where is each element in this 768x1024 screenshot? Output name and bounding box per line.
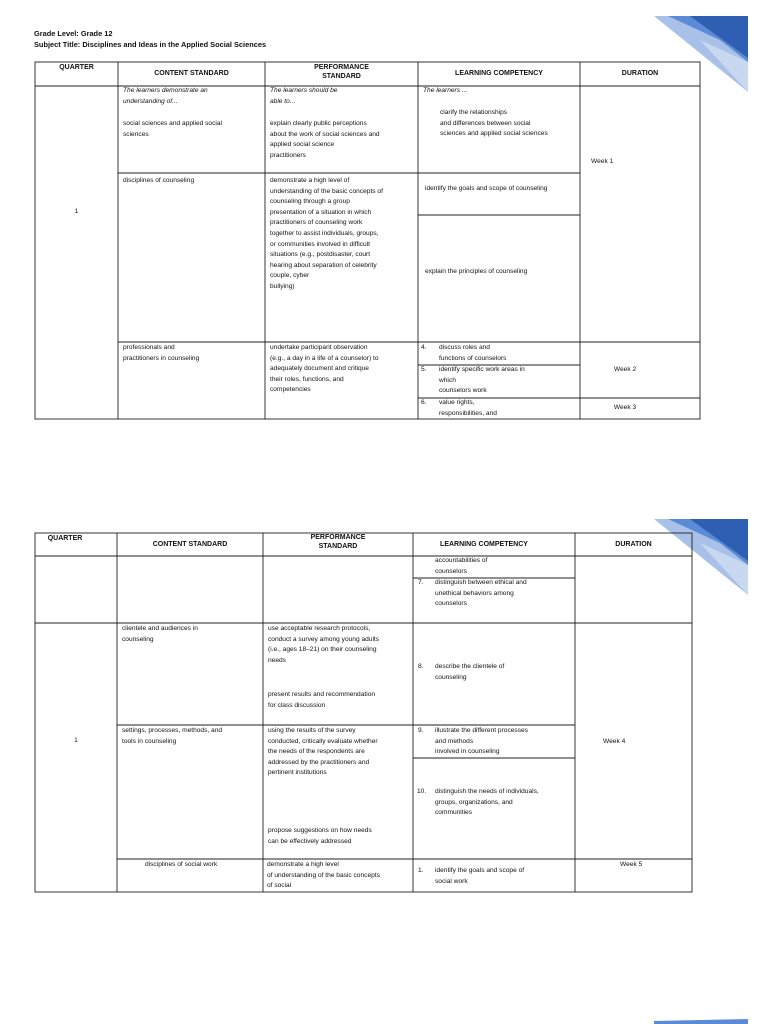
duration-week-4: Week 4 bbox=[603, 738, 626, 745]
header-duration: DURATION bbox=[621, 70, 659, 77]
content-intro: The learners demonstrate an understanding of... bbox=[123, 87, 208, 105]
competency-1-number: 1. bbox=[418, 867, 424, 874]
content-settings: settings, processes, methods, and tools in counseling bbox=[122, 727, 223, 745]
competency-6-continued: accountabilities of counselors bbox=[435, 557, 488, 575]
grade-level: Grade Level: Grade 12 bbox=[34, 29, 113, 38]
performance-social-work: demonstrate a high level of understanding of the basic concepts of social bbox=[267, 861, 380, 890]
competency-7: distinguish between ethical and unethical behaviors among counselors bbox=[435, 579, 527, 608]
competency-10-number: 10. bbox=[417, 788, 427, 795]
content-social-sciences: social sciences and applied social sciences bbox=[123, 120, 222, 138]
competency-1: identify the goals and scope of social work bbox=[435, 867, 525, 885]
duration-week-1: Week 1 bbox=[591, 158, 614, 165]
performance-present-results: present results and recommendation for class discussion bbox=[268, 691, 376, 709]
competency-intro: The learners ... bbox=[423, 87, 468, 94]
header-performance-standard-2: PERFORMANCE STANDARD bbox=[310, 534, 366, 550]
header-duration-2: DURATION bbox=[615, 541, 652, 548]
header-content-standard: CONTENT STANDARD bbox=[154, 70, 229, 77]
quarter-value-2: 1 bbox=[74, 737, 78, 744]
competency-9-number: 9. bbox=[418, 727, 424, 734]
performance-research-protocols: use acceptable research protocols, conduct a survey among young adults (i.e., ages 18–21) on their counseling needs bbox=[268, 625, 380, 664]
competency-5-number: 5. bbox=[421, 366, 427, 373]
quarter-value: 1 bbox=[74, 208, 79, 215]
performance-observation: undertake participant observation (e.g., a day in a life of a counselor) to adequately document and critique their roles, functions, and competencies bbox=[270, 344, 379, 394]
competency-7-number: 7. bbox=[418, 579, 424, 586]
competency-4-number: 4. bbox=[421, 344, 427, 351]
competency-5: identify specific work areas in which counselors work bbox=[439, 366, 525, 395]
content-professionals: professionals and practitioners in counseling bbox=[123, 344, 200, 362]
competency-identify-goals: identify the goals and scope of counseling bbox=[425, 185, 548, 192]
content-disciplines-social-work: disciplines of social work bbox=[145, 861, 218, 868]
competency-4: discuss roles and functions of counselors bbox=[439, 344, 507, 362]
header-quarter-2: QUARTER bbox=[47, 535, 83, 542]
competency-6: value rights, responsibilities, and bbox=[439, 399, 497, 417]
duration-week-5: Week 5 bbox=[620, 861, 643, 868]
content-clientele: clientele and audiences in counseling bbox=[122, 625, 198, 643]
competency-8: describe the clientele of counseling bbox=[435, 663, 505, 681]
duration-week-2: Week 2 bbox=[613, 366, 637, 373]
competency-10: distinguish the needs of individuals, groups, organizations, and communities bbox=[435, 788, 539, 817]
performance-demonstrate: demonstrate a high level of understanding of the basic concepts of counseling through a group presentation of a situation in which practitioners of counseling work together to assist individuals, groups, or communities involved in difficult situations (e.g., postdisaster, court hearing about separation of celebrity couple, cyber bullying) bbox=[270, 177, 383, 290]
performance-explain: explain clearly public perceptions about the work of social sciences and applied social science practitioners bbox=[270, 120, 380, 159]
competency-8-number: 8. bbox=[418, 663, 424, 670]
content-disciplines-counseling: disciplines of counseling bbox=[123, 177, 195, 184]
competency-clarify: clarify the relationships and differences between social sciences and applied social sciences bbox=[440, 109, 548, 138]
subject-title: Subject Title: Disciplines and Ideas in the Applied Social Sciences bbox=[34, 40, 267, 49]
header-learning-competency-2: LEARNING COMPETENCY bbox=[440, 541, 528, 548]
competency-principles: explain the principles of counseling bbox=[425, 268, 528, 275]
performance-intro: The learners should be able to... bbox=[270, 87, 338, 105]
header-content-standard-2: CONTENT STANDARD bbox=[152, 541, 228, 548]
performance-propose: propose suggestions on how needs can be effectively addressed bbox=[268, 827, 372, 845]
header-performance-standard: PERFORMANCE STANDARD bbox=[314, 64, 369, 80]
header-quarter: QUARTER bbox=[59, 64, 94, 71]
header-learning-competency: LEARNING COMPETENCY bbox=[455, 70, 543, 77]
competency-9: illustrate the different processes and methods involved in counseling bbox=[435, 727, 528, 756]
duration-week-3: Week 3 bbox=[613, 404, 637, 411]
competency-6-number: 6. bbox=[421, 399, 427, 406]
performance-evaluate: using the results of the survey conducted, critically evaluate whether the needs of the respondents are addressed by the practitioners and pertinent institutions bbox=[268, 727, 378, 777]
